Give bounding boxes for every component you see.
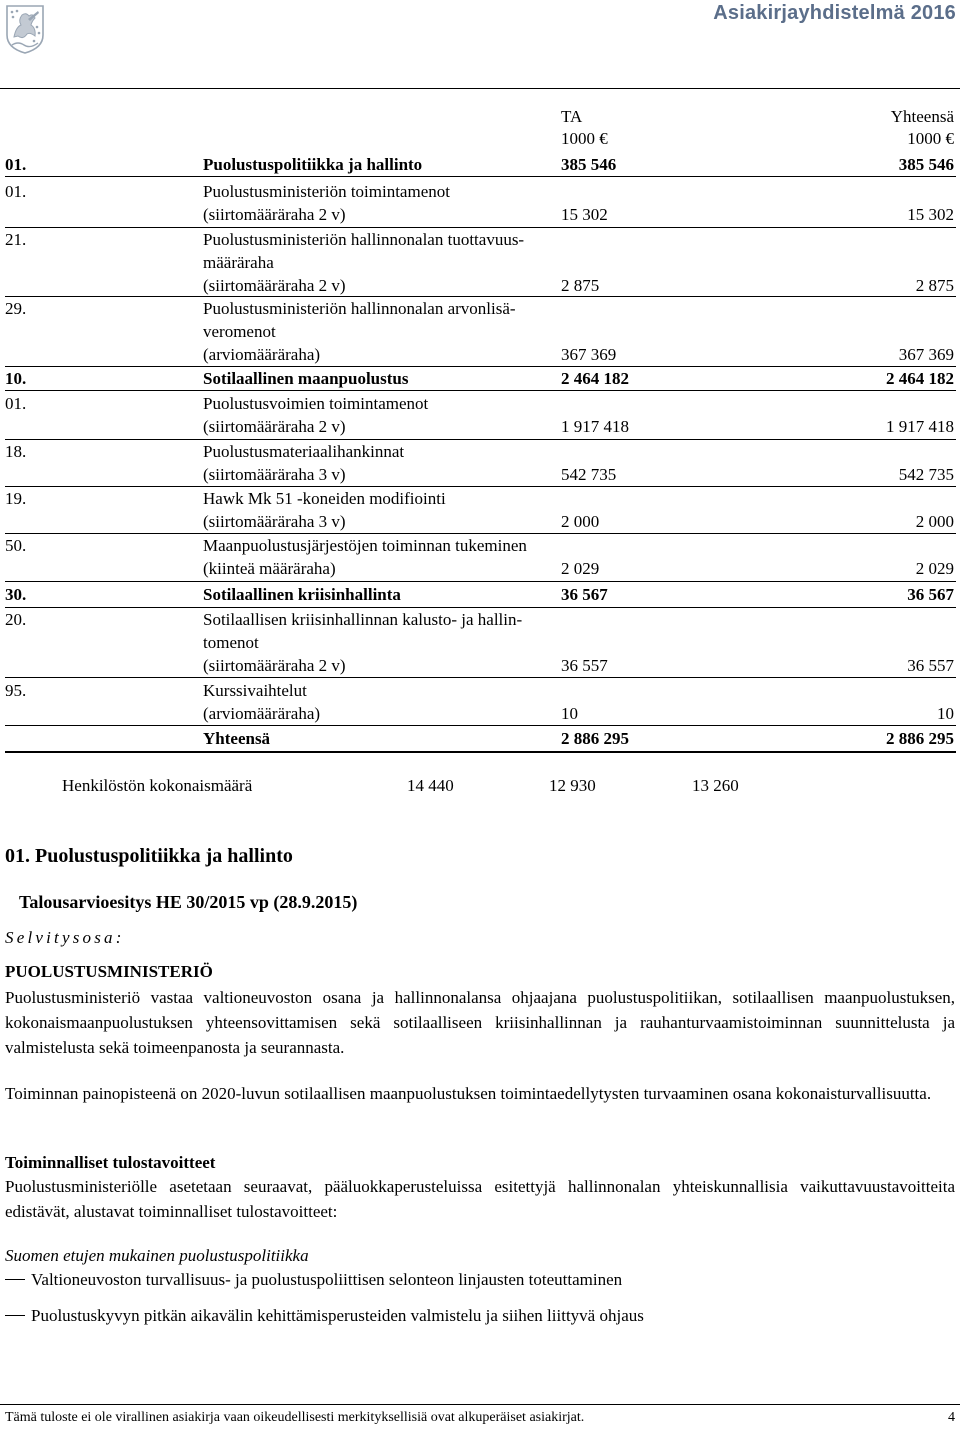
item-ta-value: 367 369	[561, 345, 617, 364]
sum-total-value: 2 886 295	[886, 729, 954, 748]
item-label: Maanpuolustusjärjestöjen toiminnan tukeminen (kiinteä määräraha)	[203, 536, 527, 578]
item-total-value: 15 302	[907, 205, 954, 224]
column-header-ta	[561, 106, 608, 150]
list-item: Valtioneuvoston turvallisuus- ja puolustuspoliittisen selonteon linjausten toteuttaminen	[5, 1270, 622, 1290]
item-ta-value: 36 557	[561, 656, 608, 675]
policy-subheading: Suomen etujen mukainen puolustuspolitiikka	[5, 1246, 309, 1265]
item-ta-value: 385 546	[561, 155, 617, 174]
item-label: Hawk Mk 51 -koneiden modifiointi (siirtomääräraha 3 v)	[203, 489, 446, 531]
sum-ta-value: 2 886 295	[561, 729, 629, 748]
item-total-value: 10	[937, 704, 954, 723]
item-total-value: 2 029	[915, 559, 954, 578]
item-total-value: 2 000	[915, 512, 954, 531]
item-number: 29.	[5, 299, 27, 318]
item-number: 01.	[5, 394, 27, 413]
ministry-description: Puolustusministeriö vastaa valtioneuvoston osana ja hallinnonalansa ohjaajana puolustuspolitiikan, sotilaallisen maanpuolustuksen, kokonaismaanpuolustuksen yhteensovittamisen sekä sotilaalliseen kriisinhallinnan ja rauhanturvaamistoiminnan suunnittelusta ja valmistelusta sekä toimeenpanosta ja seurannasta.	[5, 988, 955, 1057]
item-ta-value: 15 302	[561, 205, 608, 224]
item-number: 01.	[5, 155, 27, 174]
item-number: 20.	[5, 610, 27, 629]
item-number: 95.	[5, 681, 27, 700]
goals-heading: Toiminnalliset tulostavoitteet	[5, 1153, 216, 1172]
item-total-value: 36 567	[907, 585, 954, 604]
header-divider	[0, 88, 960, 89]
goals-description: Puolustusministeriölle asetetaan seuraavat, pääluokkaperusteluissa esitettyjä hallinnonalan yhteiskunnallisia vaikuttavuustavoitteita edistävät, alustavat toiminnalliset tulostavoitteet:	[5, 1177, 955, 1221]
finnish-lion-coat-of-arms-icon	[4, 3, 46, 55]
bill-reference: Talousarvioesitys HE 30/2015 vp (28.9.2015)	[19, 892, 358, 912]
staff-value: 13 260	[692, 776, 739, 795]
item-total-value: 385 546	[898, 155, 954, 174]
item-label: Kurssivaihtelut (arviomääräraha)	[203, 681, 321, 723]
item-label: Sotilaallisen kriisinhallinnan kalusto- ja hallin- tomenot (siirtomääräraha 2 v)	[203, 610, 523, 675]
staff-value: 14 440	[407, 776, 454, 795]
item-label: Puolustusvoimien toimintamenot (siirtomääräraha 2 v)	[203, 394, 429, 436]
item-ta-value: 2 875	[561, 276, 600, 295]
item-label: Puolustuspolitiikka ja hallinto	[203, 155, 423, 174]
row-divider	[5, 581, 956, 582]
item-label: Puolustusministeriön hallinnonalan tuottavuus- määräraha (siirtomääräraha 2 v)	[203, 230, 525, 295]
item-number: 50.	[5, 536, 27, 555]
sum-label: Yhteensä	[203, 729, 271, 748]
focus-paragraph: Toiminnan painopisteenä on 2020-luvun sotilaallisen maanpuolustuksen toimintaedellytysten turvaaminen osana kokonaisturvallisuutta.	[5, 1084, 932, 1103]
item-ta-value: 36 567	[561, 585, 608, 604]
item-ta-value: 2 029	[561, 559, 600, 578]
item-ta-value: 10	[561, 704, 578, 723]
item-label: Puolustusministeriön hallinnonalan arvonlisä- veromenot (arviomääräraha)	[203, 299, 516, 364]
staff-label: Henkilöstön kokonaismäärä	[62, 776, 253, 795]
table-bottom-rule	[5, 751, 956, 753]
item-ta-value: 542 735	[561, 465, 617, 484]
item-number: 01.	[5, 182, 27, 201]
item-number: 18.	[5, 442, 27, 461]
section-heading: 01. Puolustuspolitiikka ja hallinto	[5, 845, 293, 867]
dash-bullet-icon	[5, 1315, 25, 1316]
item-ta-value: 2 000	[561, 512, 600, 531]
item-label: Puolustusministeriön toimintamenot (siirtomääräraha 2 v)	[203, 182, 450, 224]
item-total-value: 1 917 418	[886, 417, 954, 436]
document-title: Asiakirjayhdistelmä 2016	[713, 2, 956, 24]
item-label: Sotilaallinen maanpuolustus	[203, 369, 409, 388]
item-ta-value: 2 464 182	[561, 369, 629, 388]
item-total-value: 36 557	[907, 656, 954, 675]
dash-bullet-icon	[5, 1279, 25, 1280]
item-number: 19.	[5, 489, 27, 508]
column-ta-label: TA	[561, 107, 583, 126]
footer-disclaimer: Tämä tuloste ei ole virallinen asiakirja vaan oikeudellisesti merkityksellisiä ovat alkuperäiset asiakirjat.	[5, 1410, 585, 1425]
column-ta-unit: 1000 €	[561, 129, 608, 148]
item-ta-value: 1 917 418	[561, 417, 629, 436]
column-header-total	[891, 106, 954, 150]
column-total-label: Yhteensä	[890, 107, 954, 126]
item-total-value: 2 464 182	[886, 369, 954, 388]
item-number: 30.	[5, 585, 27, 604]
column-total-unit: 1000 €	[907, 129, 954, 148]
ministry-heading: PUOLUSTUSMINISTERIÖ	[5, 962, 213, 981]
staff-value: 12 930	[549, 776, 596, 795]
row-divider	[5, 390, 956, 391]
row-divider	[5, 677, 956, 678]
item-number: 21.	[5, 230, 27, 249]
item-number: 10.	[5, 369, 27, 388]
footer-divider	[0, 1404, 960, 1405]
page-number: 4	[948, 1410, 955, 1425]
item-total-value: 2 875	[915, 276, 954, 295]
explanation-label: Selvitysosa:	[5, 928, 125, 947]
row-divider	[5, 725, 956, 726]
row-divider	[5, 176, 956, 177]
list-item: Puolustuskyvyn pitkän aikavälin kehittämisperusteiden valmistelu ja siihen liittyvä ohjaus	[5, 1306, 644, 1326]
item-label: Puolustusmateriaalihankinnat (siirtomääräraha 3 v)	[203, 442, 405, 484]
item-label: Sotilaallinen kriisinhallinta	[203, 585, 401, 604]
item-total-value: 367 369	[898, 345, 954, 364]
item-total-value: 542 735	[898, 465, 954, 484]
